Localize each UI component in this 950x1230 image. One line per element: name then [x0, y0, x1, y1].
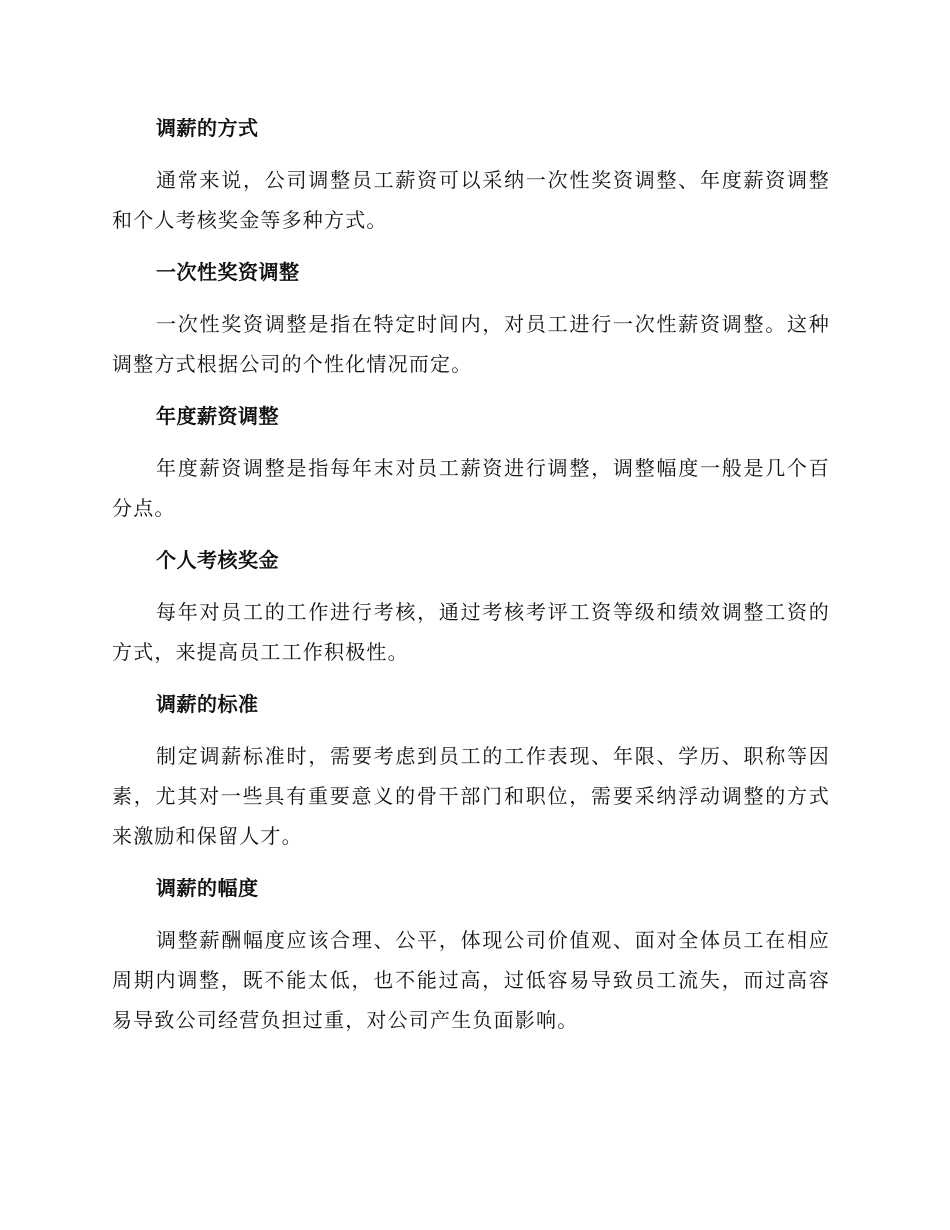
section-paragraph: 一次性奖资调整是指在特定时间内，对员工进行一次性薪资调整。这种调整方式根据公司的个性化情况而定。: [112, 312, 830, 376]
section-annual-adjustment: [112, 396, 830, 528]
section-heading: 调薪的方式: [156, 116, 259, 140]
section-heading: 个人考核奖金: [156, 548, 279, 572]
section-paragraph: 制定调薪标准时，需要考虑到员工的工作表现、年限、学历、职称等因素，尤其对一些具有重要意义的骨干部门和职位，需要采纳浮动调整的方式来激励和保留人才。: [112, 744, 830, 848]
section-paragraph: 每年对员工的工作进行考核，通过考核考评工资等级和绩效调整工资的方式，来提高员工工作积极性。: [112, 600, 830, 664]
section-heading: 年度薪资调整: [156, 404, 279, 428]
section-performance-bonus: [112, 540, 830, 672]
section-standard: [112, 684, 830, 856]
section-paragraph: 调整薪酬幅度应该合理、公平，体现公司价值观、面对全体员工在相应周期内调整，既不能太低，也不能过高，过低容易导致员工流失，而过高容易导致公司经营负担过重，对公司产生负面影响。: [112, 928, 830, 1032]
section-paragraph: 年度薪资调整是指每年末对员工薪资进行调整，调整幅度一般是几个百分点。: [112, 456, 830, 520]
section-heading: 调薪的标准: [156, 692, 259, 716]
section-paragraph: 通常来说，公司调整员工薪资可以采纳一次性奖资调整、年度薪资调整和个人考核奖金等多种方式。: [112, 168, 830, 232]
document-page: [112, 108, 830, 1052]
section-range: [112, 868, 830, 1040]
section-heading: 一次性奖资调整: [156, 260, 300, 284]
section-method: [112, 108, 830, 240]
section-one-time-adjustment: [112, 252, 830, 384]
section-heading: 调薪的幅度: [156, 876, 259, 900]
